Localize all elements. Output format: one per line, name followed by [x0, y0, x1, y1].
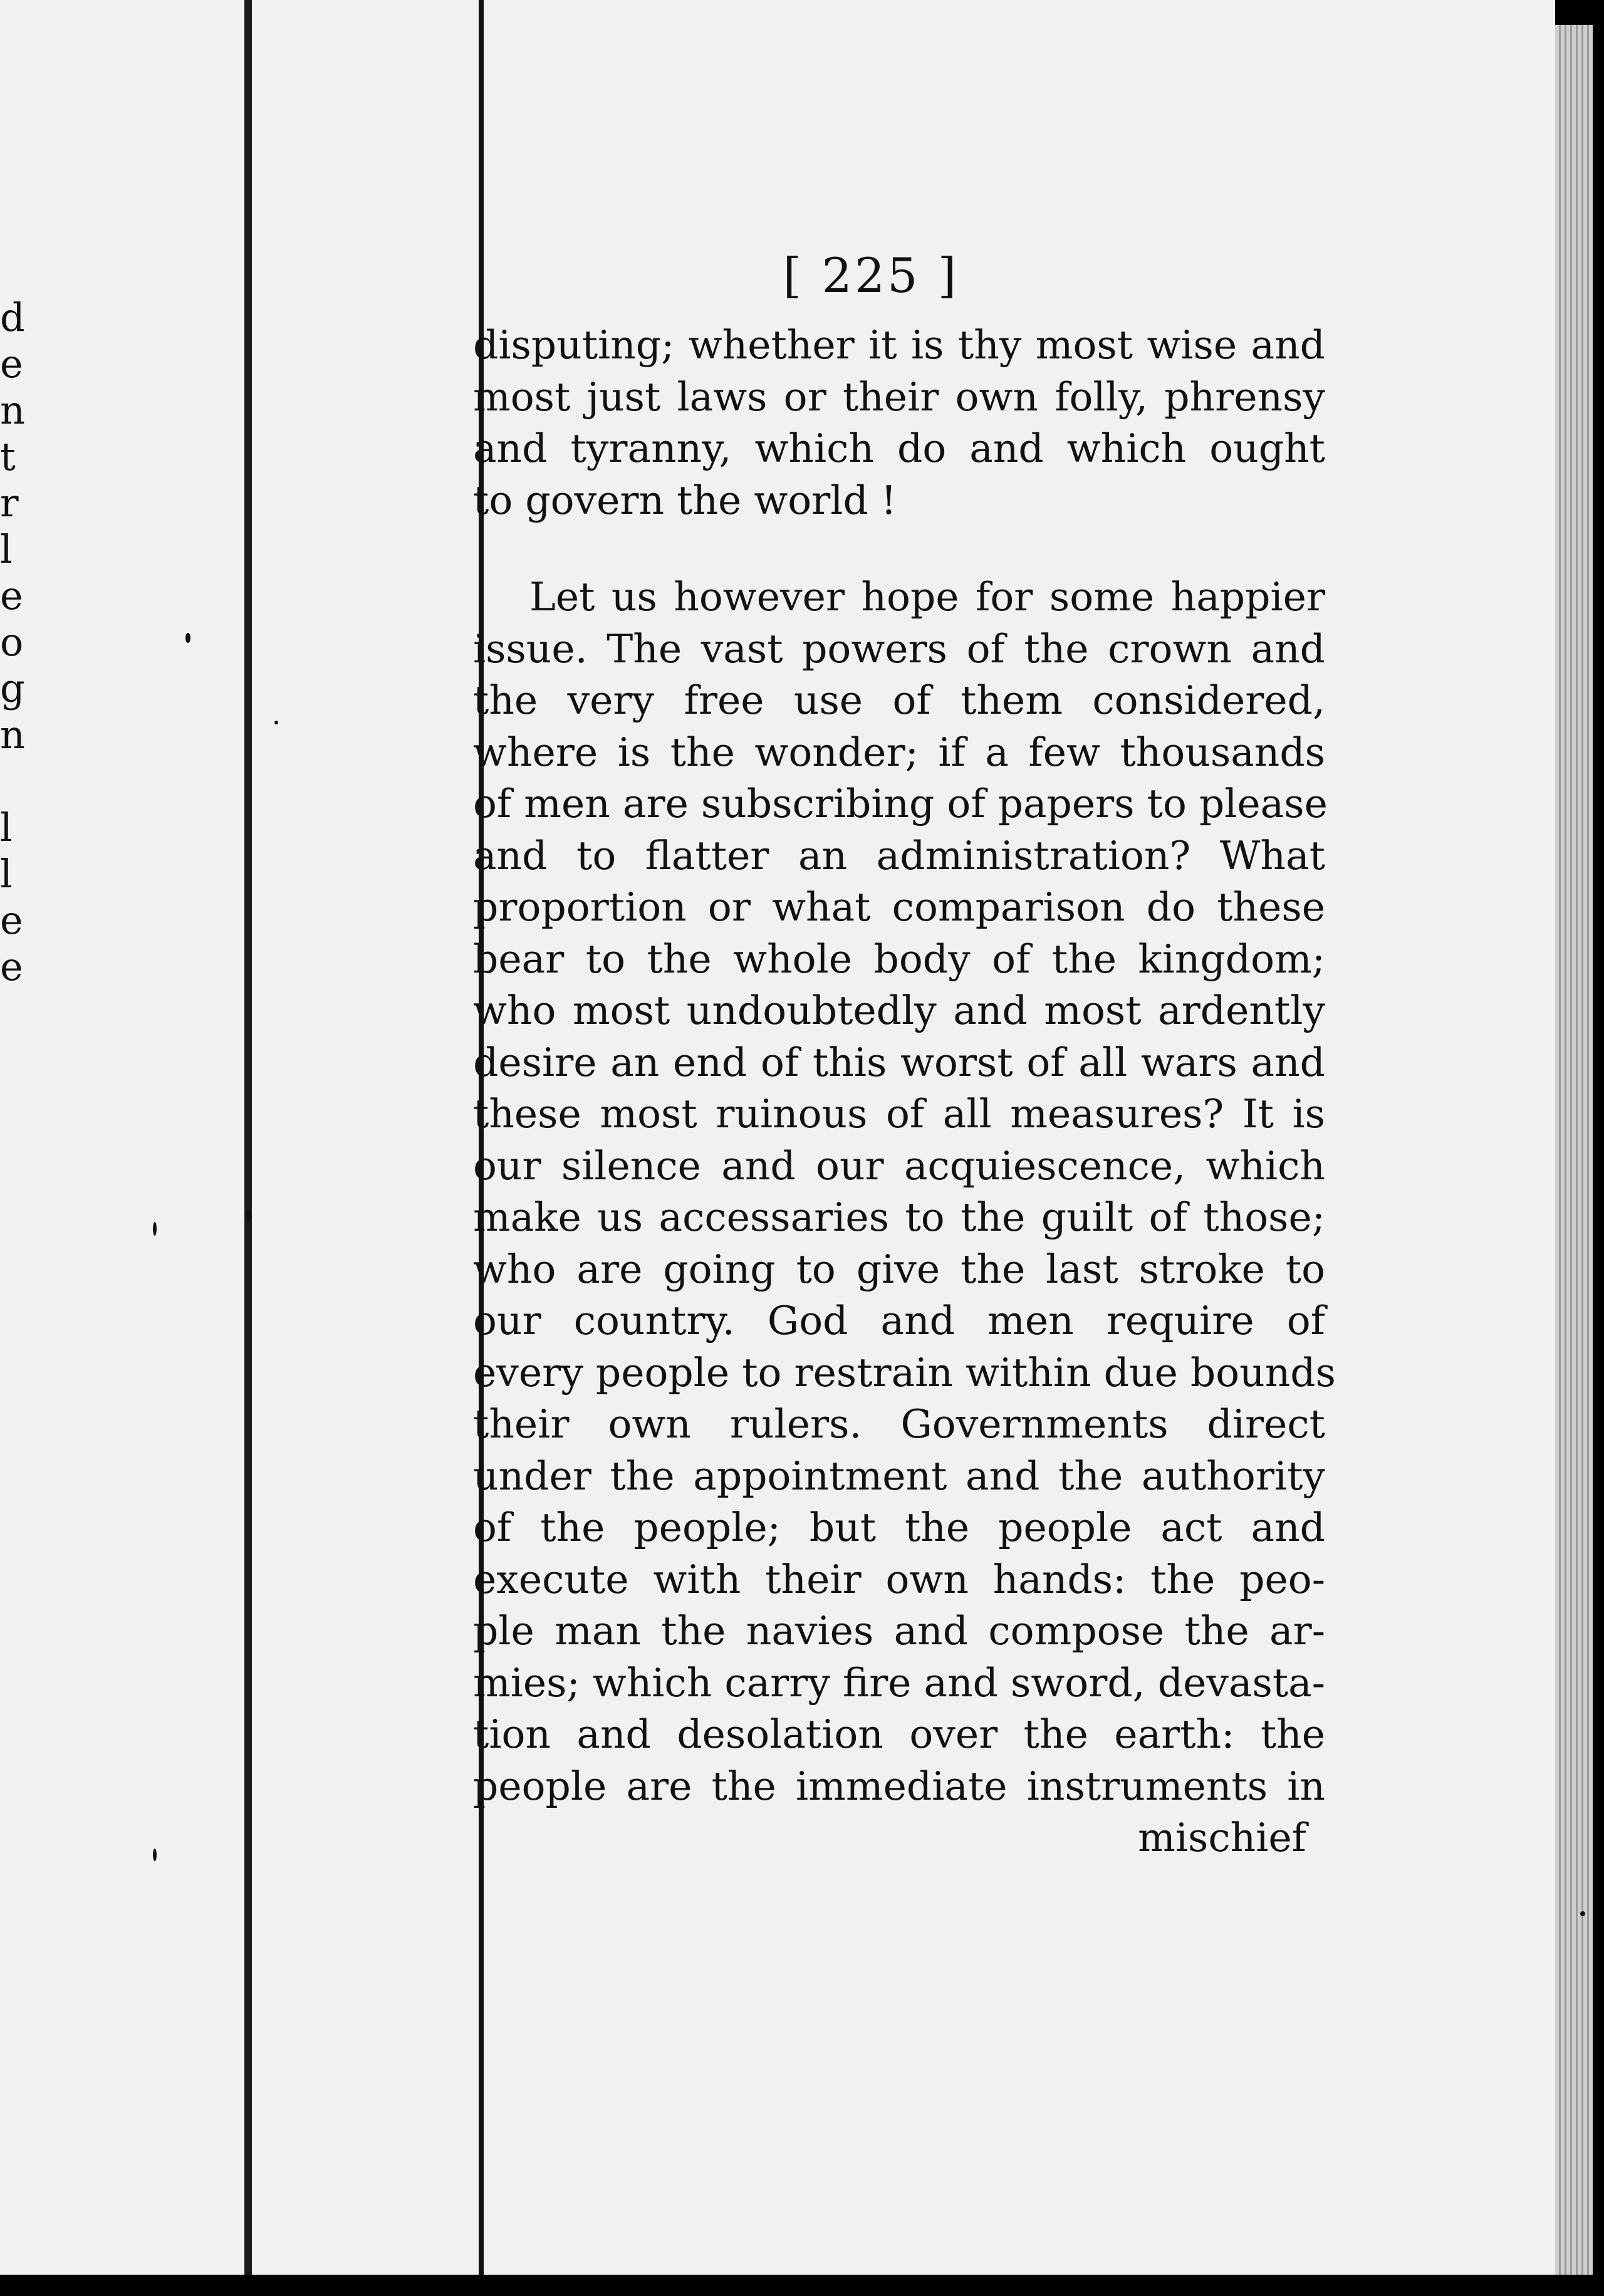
text-line: these most ruinous of all measures? It is — [473, 1091, 1325, 1137]
text-line: our silence and our acquiescence, which — [473, 1142, 1325, 1189]
paragraph — [473, 320, 1325, 526]
facing-page-edge-text — [0, 295, 25, 990]
text-line: disputing; whether it is thy most wise and — [473, 322, 1325, 368]
text-line: most just laws or their own folly, phrensy — [473, 373, 1325, 420]
text-line: issue. The vast powers of the crown and — [473, 625, 1325, 672]
text-line: the very free use of them considered, — [473, 677, 1325, 723]
facing-page-letter: e — [0, 341, 23, 387]
text-line: our country. God and men require of — [473, 1298, 1325, 1344]
text-line: of the people; but the people act and — [473, 1505, 1325, 1550]
text-line: who most undoubtedly and most ardently — [473, 988, 1325, 1033]
speck — [153, 1222, 157, 1236]
text-line: to govern the world ! — [473, 477, 897, 523]
facing-page-letter: e — [0, 897, 23, 943]
text-line: where is the wonder; if a few thousands — [473, 729, 1325, 775]
text-line: every people to restrain within due bounds — [473, 1349, 1336, 1396]
text-line: ple man the navies and compose the ar- — [473, 1608, 1325, 1654]
text-line: under the appointment and the authority — [473, 1453, 1325, 1499]
facing-page-letter — [0, 758, 25, 805]
text-line: proportion or what comparison do these — [473, 884, 1325, 930]
text-line: and tyranny, which do and which ought — [473, 425, 1325, 471]
facing-page-letter: r — [0, 480, 19, 526]
catchword: mischief — [1138, 1815, 1306, 1860]
body-text — [473, 320, 1336, 1812]
speck — [153, 1849, 157, 1861]
facing-page-letter: n — [0, 387, 25, 433]
text-line: people are the immediate instruments in — [473, 1763, 1325, 1809]
text-line: of men are subscribing of papers to please — [473, 781, 1328, 827]
paragraph-gap — [473, 526, 1325, 571]
facing-page-letter: g — [0, 665, 25, 711]
speck — [246, 1209, 251, 1222]
text-line: execute with their own hands: the peo- — [473, 1556, 1325, 1602]
text-line: tion and desolation over the earth: the — [473, 1711, 1325, 1757]
scan-bottom-border — [0, 2275, 1604, 2296]
speck — [1580, 1911, 1585, 1916]
facing-page-letter: o — [0, 619, 24, 665]
facing-page-letter: n — [0, 712, 25, 758]
facing-page-letter: e — [0, 944, 23, 989]
text-line: their own rulers. Governments direct — [473, 1401, 1325, 1447]
text-line: make us accessaries to the guilt of those; — [473, 1194, 1325, 1240]
facing-page-letter: t — [0, 434, 16, 479]
page-edges — [1555, 25, 1593, 2275]
gutter — [244, 0, 252, 2275]
page-number-head: [ 225 ] — [783, 248, 959, 303]
facing-page-letter: e — [0, 573, 23, 618]
facing-page — [0, 0, 244, 2275]
text-line: bear to the whole body of the kingdom; — [473, 936, 1325, 982]
facing-page-letter: l — [0, 851, 13, 897]
text-line: who are going to give the last stroke to — [473, 1246, 1325, 1292]
text-line: Let us however hope for some happier — [529, 574, 1325, 620]
facing-page-letter: l — [0, 526, 13, 572]
facing-page-letter: l — [0, 805, 13, 850]
text-line: and to flatter an administration? What — [473, 832, 1325, 879]
text-line: mies; which carry fire and sword, devasta- — [473, 1659, 1325, 1706]
facing-page-letter: d — [0, 295, 25, 340]
speck — [274, 721, 278, 724]
text-line: desire an end of this worst of all wars and — [473, 1039, 1325, 1085]
text-block — [473, 244, 1336, 1864]
paragraph — [473, 571, 1336, 1812]
speck — [185, 633, 190, 643]
